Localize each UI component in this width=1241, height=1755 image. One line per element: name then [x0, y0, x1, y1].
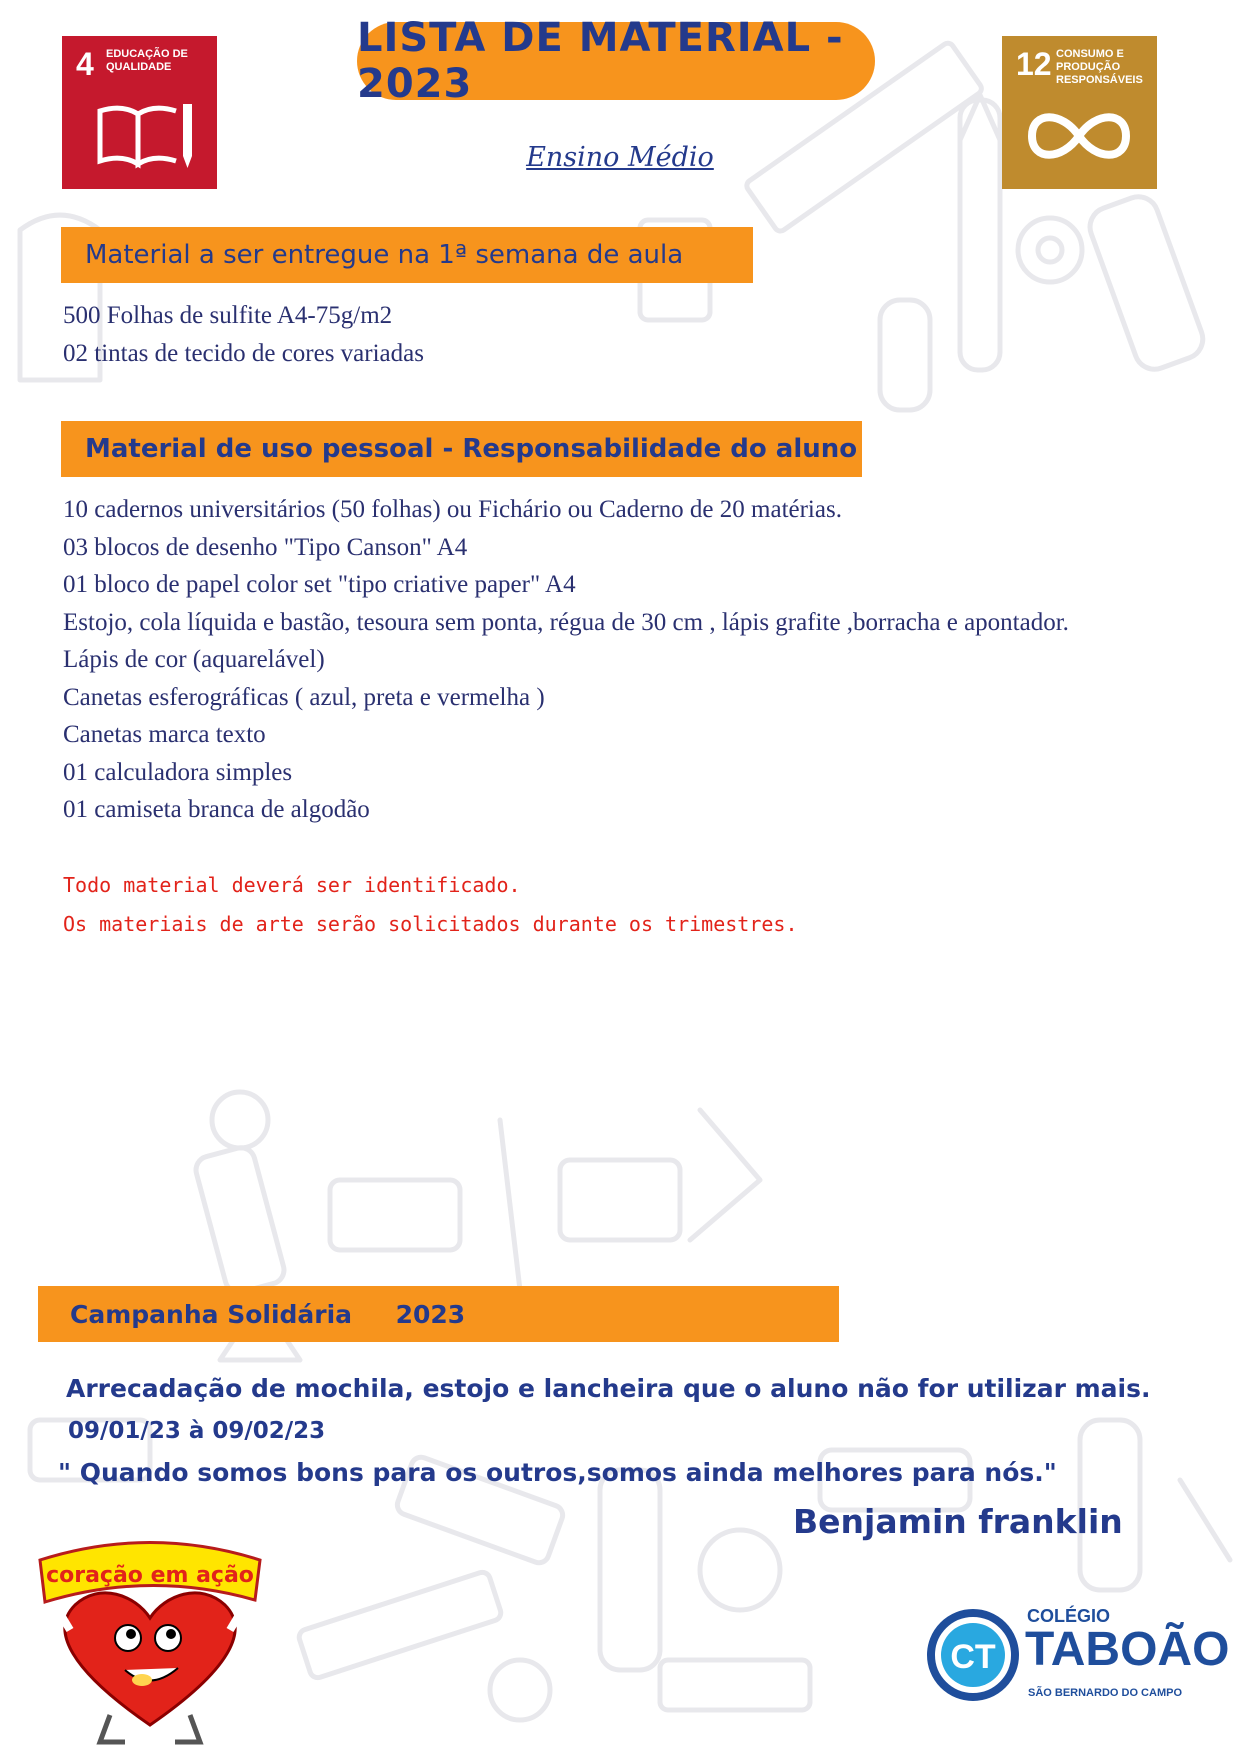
section-heading-personal-use — [61, 421, 862, 477]
section-heading-label: Material a ser entregue na 1ª semana de aula — [85, 240, 684, 270]
campaign-dates: 09/01/23 à 09/02/23 — [68, 1418, 326, 1444]
quote-author: Benjamin franklin — [793, 1502, 1123, 1541]
sdg-12-number: 12 — [1016, 46, 1052, 82]
list-item: 03 blocos de desenho "Tipo Canson" A4 — [63, 533, 468, 561]
section-heading-first-week — [61, 227, 753, 283]
campaign-description: Arrecadação de mochila, estojo e lancheira que o aluno não for utilizar mais. — [66, 1374, 1151, 1403]
book-pencil-icon — [62, 86, 217, 186]
sdg-12-badge — [1002, 36, 1157, 189]
list-item: 01 calculadora simples — [63, 758, 293, 786]
list-item: Estojo, cola líquida e bastão, tesoura sem ponta, régua de 30 cm , lápis grafite ,borracha e apontador. — [63, 608, 1069, 636]
list-item: 01 camiseta branca de algodão — [63, 796, 370, 823]
list-item: 10 cadernos universitários (50 folhas) ou Fichário ou Caderno de 20 matérias. — [63, 496, 842, 523]
section-heading-label: Material de uso pessoal - Responsabilidade do aluno — [85, 434, 858, 464]
note-identify: Todo material deverá ser identificado. — [63, 873, 521, 897]
heart-mascot-illustration — [30, 1520, 270, 1750]
logo-line-2: TABOÃO — [1025, 1623, 1230, 1676]
logo-line-1: COLÉGIO — [1027, 1606, 1111, 1626]
page-subtitle: Ensino Médio — [526, 142, 714, 173]
list-item: Lápis de cor (aquarelável) — [63, 646, 325, 673]
sdg-12-label: CONSUMO E PRODUÇÃO RESPONSÁVEIS — [1056, 48, 1143, 86]
quote-text: " Quando somos bons para os outros,somos ainda melhores para nós." — [58, 1458, 1057, 1487]
list-item: 01 bloco de papel color set "tipo criative paper" A4 — [63, 571, 576, 598]
note-art-materials: Os materiais de arte serão solicitados durante os trimestres. — [63, 912, 798, 936]
sdg-4-number: 4 — [76, 46, 94, 82]
section-heading-label: Campanha Solidária 2023 — [70, 1299, 466, 1329]
list-item: 02 tintas de tecido de cores variadas — [63, 339, 424, 367]
school-emblem-icon — [925, 1600, 1020, 1705]
section-heading-campaign — [38, 1286, 839, 1342]
title-banner — [357, 15, 875, 107]
page-title: LISTA DE MATERIAL - 2023 — [357, 15, 844, 107]
notes-block — [63, 866, 798, 944]
personal-material-list — [63, 491, 1213, 829]
school-logo — [925, 1600, 1230, 1720]
sdg-4-label: EDUCAÇÃO DE QUALIDADE — [106, 48, 188, 73]
list-item: 500 Folhas de sulfite A4-75g/m2 — [63, 302, 393, 329]
logo-line-3: SÃO BERNARDO DO CAMPO — [1028, 1687, 1183, 1699]
list-item: Canetas esferográficas ( azul, preta e vermelha ) — [63, 683, 545, 711]
infinity-loop-icon — [1002, 86, 1157, 186]
first-week-material-list — [63, 297, 424, 372]
mascot-banner-text: coração em ação — [46, 1563, 254, 1588]
list-item: Canetas marca texto — [63, 721, 266, 748]
sdg-4-badge — [62, 36, 217, 189]
emblem-letters: CT — [950, 1638, 996, 1676]
